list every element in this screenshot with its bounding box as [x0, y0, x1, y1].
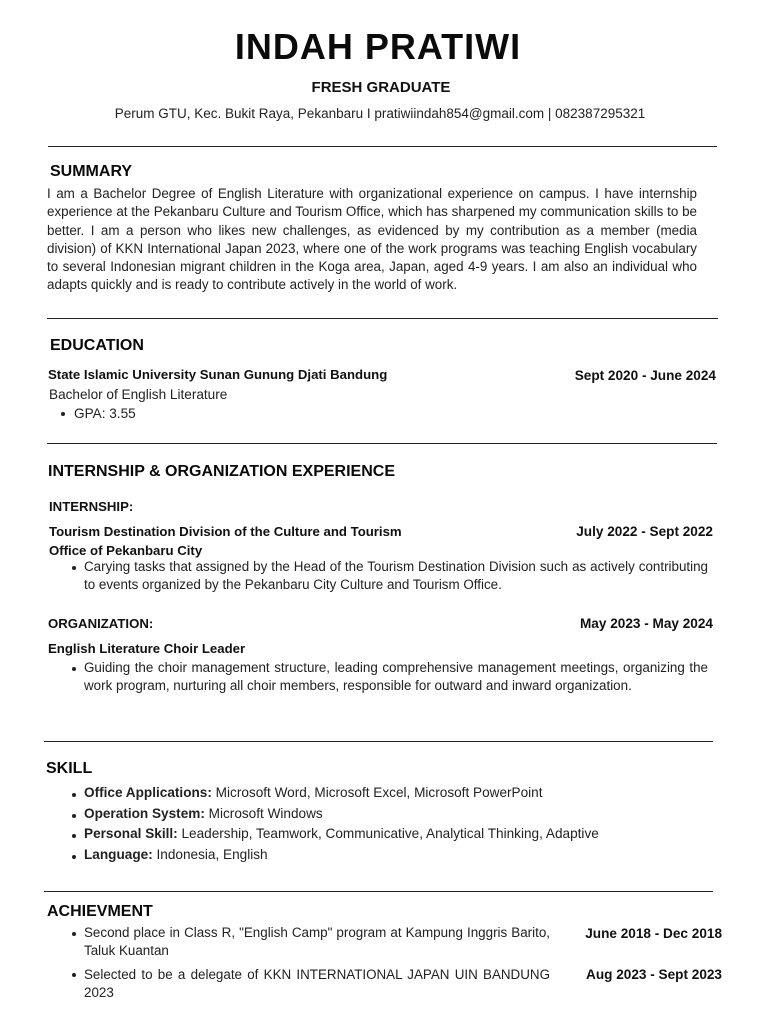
internship-description: Carying tasks that assigned by the Head of the Tourism Destination Division such as actively contributing to events organized by the Pekanbaru City Culture and Tourism Office.	[84, 559, 708, 593]
degree: Bachelor of English Literature	[49, 387, 228, 402]
internship-title: Tourism Destination Division of the Culture and Tourism	[49, 524, 402, 539]
skill-value: Microsoft Windows	[204, 805, 323, 821]
bullet	[72, 973, 76, 977]
bullet	[72, 932, 76, 936]
skill-label: Personal Skill:	[84, 826, 178, 841]
skill-item	[72, 847, 712, 868]
skill-value: Microsoft Word, Microsoft Excel, Microsoft PowerPoint	[211, 785, 543, 800]
achievement-heading: ACHIEVMENT	[47, 903, 153, 920]
divider	[44, 741, 713, 742]
summary-heading: SUMMARY	[50, 163, 133, 180]
candidate-title: FRESH GRADUATE	[311, 79, 451, 96]
achievement-text: Selected to be a delegate of KKN INTERNATIONAL JAPAN UIN BANDUNG 2023	[84, 967, 550, 1001]
organization-title: English Literature Choir Leader	[48, 641, 246, 656]
bullet	[72, 834, 76, 838]
skill-value: Indonesia, English	[152, 846, 268, 862]
achievement-dates: Aug 2023 - Sept 2023	[586, 967, 722, 982]
divider	[48, 146, 717, 147]
skill-item	[72, 826, 712, 847]
gpa: GPA: 3.55	[74, 406, 136, 421]
internship-title-cont: Office of Pekanbaru City	[49, 543, 203, 558]
skill-item	[72, 785, 712, 806]
achievement-dates: June 2018 - Dec 2018	[585, 926, 722, 941]
organization-description: Guiding the choir management structure, leading comprehensive management meetings, organizing the work program, nurturing all choir members, responsible for outward and inward organization.	[84, 660, 708, 694]
internship-dates: July 2022 - Sept 2022	[576, 524, 713, 539]
summary-text: I am a Bachelor Degree of English Literature with organizational experience on campus. I have internship experience at the Pekanbaru Culture and Tourism Office, which has sharpened my communication skills to be better. I am a person who likes new challenges, as evidenced by my contribution as a member (media division) of KKN International Japan 2023, where one of the work programs was teaching English vocabulary to several Indonesian migrant children in the Koga area, Japan, aged 4-9 years. I am also an individual who adapts quickly and is ready to contribute actively in the world of work.	[47, 186, 697, 293]
organization-dates: May 2023 - May 2024	[579, 616, 713, 631]
candidate-name: INDAH PRATIWI	[234, 26, 522, 67]
skill-label: Language:	[84, 846, 153, 862]
skill-label: Operation System:	[84, 805, 205, 821]
education-heading: EDUCATION	[50, 337, 144, 354]
bullet	[61, 412, 65, 416]
divider	[47, 318, 718, 319]
skill-heading: SKILL	[46, 760, 93, 777]
achievement-text: Second place in Class R, "English Camp" program at Kampung Inggris Barito, Taluk Kuantan	[84, 925, 550, 959]
bullet	[72, 793, 76, 797]
bullet	[72, 814, 76, 818]
skill-value: Leadership, Teamwork, Communicative, Analytical Thinking, Adaptive	[177, 826, 599, 841]
internship-label: INTERNSHIP:	[49, 499, 134, 514]
divider	[47, 443, 717, 444]
organization-label: ORGANIZATION:	[48, 616, 154, 631]
bullet	[72, 855, 76, 859]
skill-item	[72, 806, 712, 827]
divider	[44, 891, 713, 892]
skill-label: Office Applications:	[84, 785, 212, 800]
bullet	[72, 667, 76, 671]
school-name: State Islamic University Sunan Gunung Djati Bandung	[48, 367, 388, 382]
education-dates: Sept 2020 - June 2024	[574, 368, 716, 383]
contact-info: Perum GTU, Kec. Bukit Raya, Pekanbaru I pratiwiindah854@gmail.com | 082387295321	[114, 106, 646, 121]
skill-list	[72, 785, 712, 867]
bullet	[72, 566, 76, 570]
experience-heading: INTERNSHIP & ORGANIZATION EXPERIENCE	[48, 463, 395, 480]
